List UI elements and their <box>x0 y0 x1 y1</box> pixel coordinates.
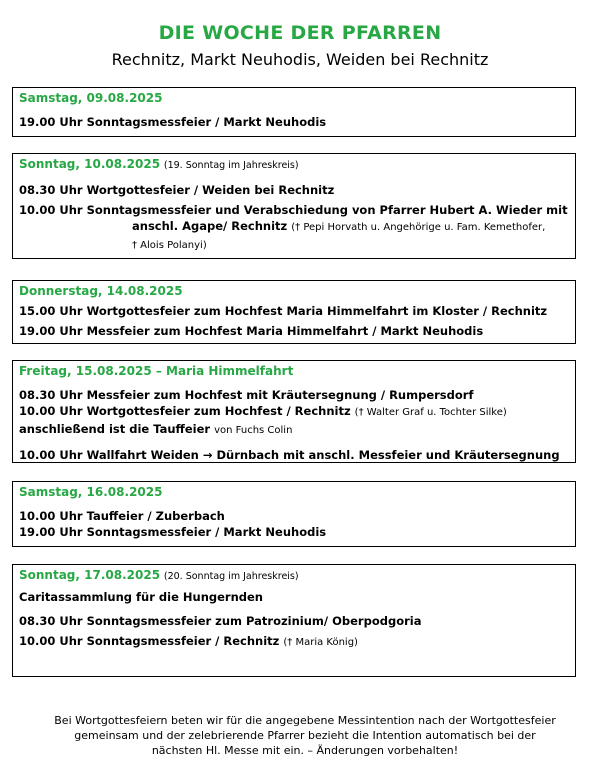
event-continuation-text: anschl. Agape/ Rechnitz <box>132 219 288 233</box>
footer-note <box>40 713 570 758</box>
event-line <box>19 421 569 439</box>
event-line: 10.00 Uhr Sonntagsmessfeier und Verabschiedung von Pfarrer Hubert A. Wieder mit <box>19 203 568 217</box>
event-line <box>19 633 569 651</box>
event-line-continuation <box>19 236 569 254</box>
day-box-friday-15 <box>12 360 576 463</box>
day-date: Freitag, 15.08.2025 – Maria Himmelfahrt <box>19 364 294 378</box>
day-box-thursday-14 <box>12 280 576 344</box>
footer-line: Bei Wortgottesfeiern beten wir für die angegebene Messintention nach der Wortgottesfeier <box>54 714 556 727</box>
event-line: 19.00 Uhr Sonntagsmessfeier / Markt Neuhodis <box>19 115 327 129</box>
day-box-saturday-16 <box>12 481 576 547</box>
event-line: 08.30 Uhr Wortgottesfeier / Weiden bei Rechnitz <box>19 183 335 197</box>
event-line: 08.30 Uhr Sonntagsmessfeier zum Patrozinium/ Oberpodgoria <box>19 614 422 628</box>
day-date: Sonntag, 10.08.2025 <box>19 157 161 171</box>
page-subtitle: Rechnitz, Markt Neuhodis, Weiden bei Rechnitz <box>111 50 489 69</box>
event-intention: † Alois Polanyi) <box>132 240 207 251</box>
event-line: 19.00 Uhr Messfeier zum Hochfest Maria Himmelfahrt / Markt Neuhodis <box>19 324 484 338</box>
event-line: 08.30 Uhr Messfeier zum Hochfest mit Kräutersegnung / Rumpersdorf <box>19 388 474 402</box>
day-note: (20. Sonntag im Jahreskreis) <box>163 571 299 582</box>
day-date: Samstag, 16.08.2025 <box>19 485 163 499</box>
event-intention: von Fuchs Colin <box>214 425 293 436</box>
day-box-sunday-17 <box>12 564 576 677</box>
event-line: Caritassammlung für die Hungernden <box>19 590 263 604</box>
event-intention: († Maria König) <box>283 637 358 648</box>
day-date-line <box>19 484 569 500</box>
footer-line: nächsten Hl. Messe mit ein. – Änderungen vorbehalten! <box>151 744 459 757</box>
day-date-line <box>19 156 569 174</box>
day-date: Sonntag, 17.08.2025 <box>19 568 161 582</box>
footer-line: gemeinsam und der zelebrierende Pfarrer bezieht die Intention automatisch bei der <box>74 729 536 742</box>
day-date: Donnerstag, 14.08.2025 <box>19 284 183 298</box>
day-date: Samstag, 09.08.2025 <box>19 91 163 105</box>
day-box-sunday-10 <box>12 153 576 259</box>
event-line: 10.00 Uhr Tauffeier / Zuberbach <box>19 509 225 523</box>
event-line: 10.00 Uhr Wallfahrt Weiden → Dürnbach mit anschl. Messfeier und Kräutersegnung <box>19 448 560 462</box>
event-line: 15.00 Uhr Wortgottesfeier zum Hochfest Maria Himmelfahrt im Kloster / Rechnitz <box>19 304 548 318</box>
day-date-line <box>19 283 569 299</box>
day-note: (19. Sonntag im Jahreskreis) <box>163 160 299 171</box>
day-date-line <box>19 90 569 106</box>
event-line <box>19 403 569 421</box>
event-text: 10.00 Uhr Sonntagsmessfeier / Rechnitz <box>19 634 280 648</box>
day-date-line <box>19 363 569 379</box>
day-box-saturday-09 <box>12 87 576 137</box>
event-intention: († Pepi Horvath u. Angehörige u. Fam. Kemethofer, <box>291 222 546 233</box>
page-title: DIE WOCHE DER PFARREN <box>158 22 442 44</box>
day-date-line <box>19 567 569 585</box>
event-text: 10.00 Uhr Wortgottesfeier zum Hochfest / Rechnitz <box>19 404 351 418</box>
event-text: anschließend ist die Tauffeier <box>19 422 211 436</box>
event-intention: († Walter Graf u. Tochter Silke) <box>354 407 507 418</box>
event-line-continuation <box>19 218 569 236</box>
event-line: 19.00 Uhr Sonntagsmessfeier / Markt Neuhodis <box>19 525 327 539</box>
